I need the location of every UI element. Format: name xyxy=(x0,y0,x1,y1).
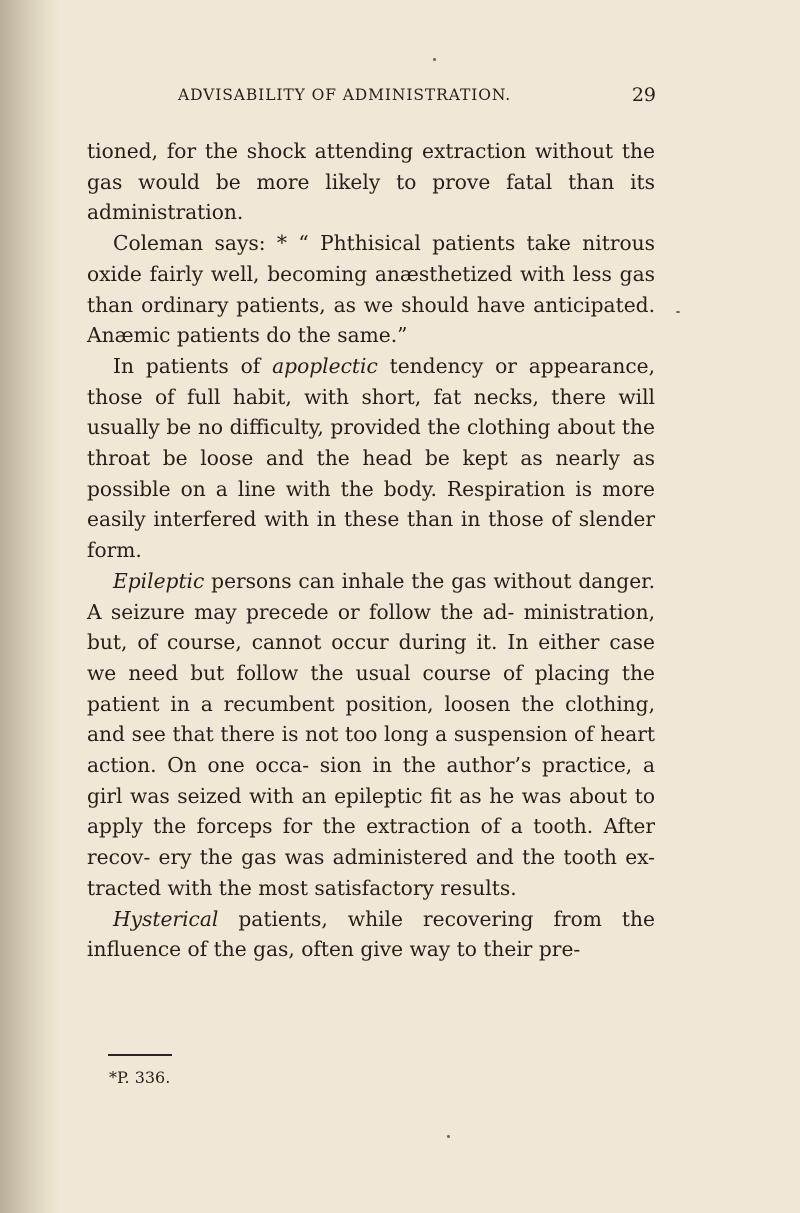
paragraph-4-body: persons can inhale the gas without danger. A seizure may precede or follow the ad- ministration, but, of course, cannot occur during it. In either case we need but follow the usual course of placing the patient in a recumbent position, loosen the clothing, and see that there is not too long a suspension of heart action. On one occa- sion in the author’s practice, a girl was seized with an epileptic fit as he was about to apply the forceps for the extraction of a tooth. After recov- ery the gas was administered and the tooth ex- tracted with the most satisfactory results. xyxy=(87,568,655,900)
paragraph-1: tioned, for the shock attending extraction without the gas would be more likely to prove fatal than its administration. xyxy=(87,139,655,225)
paper-speck xyxy=(433,58,436,61)
paragraph-5 xyxy=(87,904,655,965)
term-epileptic: Epileptic xyxy=(113,568,205,593)
paragraph-5-body: patients, while recovering from the influence of the gas, often give way to their pre- xyxy=(87,906,655,962)
paper-speck xyxy=(676,311,680,313)
running-header xyxy=(178,86,656,114)
running-title: ADVISABILITY OF ADMINISTRATION. xyxy=(178,86,512,104)
paragraph-3-body: tendency or appearance, those of full habit, with short, fat necks, there will usually be no difficulty, provided the clothing about the throat be loose and the head be kept as nearly as possible on a line with the body. Respiration is more easily interfered with in these than in those of slender form. xyxy=(87,353,655,563)
paragraph-3-intro: In patients of xyxy=(113,353,273,378)
page-number: 29 xyxy=(631,84,656,106)
footnote: *P. 336. xyxy=(109,1068,171,1087)
term-hysterical: Hysterical xyxy=(113,906,219,931)
paragraph-4 xyxy=(87,566,655,904)
term-apoplectic: apoplectic xyxy=(272,353,378,378)
paper-speck xyxy=(447,1135,450,1138)
body-text xyxy=(87,136,655,965)
paragraph-2: Coleman says: * “ Phthisical patients take nitrous oxide fairly well, becoming anæsthetized with less gas than ordinary patients, as we should have anticipated. Anæmic patients do the same.” xyxy=(87,231,655,348)
paragraph-3 xyxy=(87,351,655,566)
footnote-rule xyxy=(108,1054,172,1056)
